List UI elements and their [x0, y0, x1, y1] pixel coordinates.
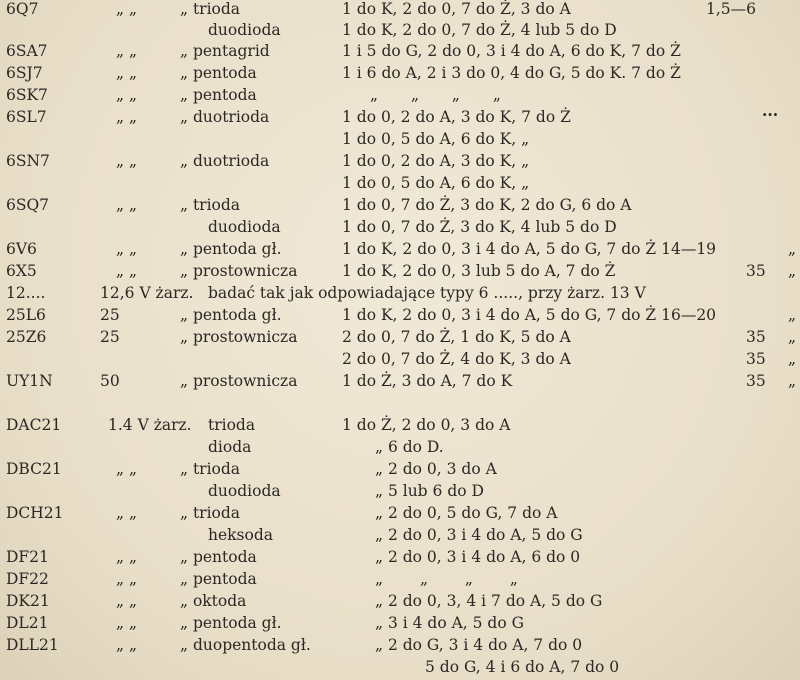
ditto-mark: „ „ [116, 570, 137, 588]
tube-type: 6SK7 [6, 86, 48, 104]
tube-function: dioda [208, 438, 252, 456]
table-row [0, 150, 800, 172]
table-row [0, 656, 800, 678]
tube-type: DF22 [6, 570, 49, 588]
ditto-mark: „ „ [116, 152, 137, 170]
tube-type: DCH21 [6, 504, 64, 522]
pin-connections: 1 do 0, 7 do Ż, 3 do K, 4 lub 5 do D [342, 218, 617, 236]
table-row [0, 414, 800, 436]
ditto-mark: „ „ [116, 240, 137, 258]
pin-connections: 1 do K, 2 do 0, 3 i 4 do A, 5 do G, 7 do Ż 16—20 [342, 306, 717, 324]
ditto-mark: „ „ [116, 504, 137, 522]
tube-type: 25L6 [6, 306, 46, 324]
tube-type: 6Q7 [6, 0, 39, 18]
test-value: 1,5—6 [706, 0, 757, 18]
table-row [0, 84, 800, 106]
table-row [0, 458, 800, 480]
pin-connections: „ 2 do 0, 3, 4 i 7 do A, 5 do G [375, 592, 603, 610]
table-row [0, 326, 800, 348]
tube-function: „ oktoda [180, 592, 247, 610]
table-row [0, 19, 800, 41]
heater-voltage: 25 [100, 328, 120, 346]
test-value: 35 [746, 350, 766, 368]
table-row [0, 436, 800, 458]
pin-connections: „ 2 do 0, 5 do G, 7 do A [375, 504, 558, 522]
pin-connections: 1 do 0, 2 do A, 3 do K, „ [342, 152, 530, 170]
ditto-mark: „ „ [116, 460, 137, 478]
heater-voltage: 50 [100, 372, 120, 390]
tube-function: „ prostownicza [180, 328, 298, 346]
table-row [0, 348, 800, 370]
pin-connections: 1 do 0, 5 do A, 6 do K, „ [342, 174, 530, 192]
pin-connections: 1 do 0, 2 do A, 3 do K, 7 do Ż [342, 108, 571, 126]
pin-connections: „ 2 do 0, 3 i 4 do A, 5 do G [375, 526, 583, 544]
tube-function: „ pentoda gł. [180, 240, 282, 258]
tube-function: „ trioda [180, 460, 241, 478]
ditto-mark: „ „ [116, 64, 137, 82]
ditto-mark: „ „ [116, 636, 137, 654]
tube-function: duodioda [208, 21, 281, 39]
tube-function: „ pentoda gł. [180, 614, 282, 632]
pin-connections: 1 do Ż, 3 do A, 7 do K [342, 372, 513, 390]
table-row [0, 634, 800, 656]
ditto-marks: „ „ „ „ [375, 570, 534, 588]
tube-type: 6SA7 [6, 42, 48, 60]
tube-function: „ trioda [180, 0, 241, 18]
tube-type: DF21 [6, 548, 49, 566]
table-row [0, 128, 800, 150]
tube-type: DBC21 [6, 460, 62, 478]
pin-connections: 1 do K, 2 do 0, 7 do Ż, 4 lub 5 do D [342, 21, 617, 39]
tube-function: „ pentoda [180, 64, 257, 82]
table-row [0, 260, 800, 282]
pin-connections: 1 do K, 2 do 0, 7 do Ż, 3 do A [342, 0, 571, 18]
ditto-marks: „ „ „ „ [370, 86, 515, 104]
ditto-mark: „ „ [116, 108, 137, 126]
tube-function: trioda [208, 416, 256, 434]
tube-function: „ pentoda gł. [180, 306, 282, 324]
table-row [0, 172, 800, 194]
tube-type: 25Z6 [6, 328, 47, 346]
pin-connections: „ 2 do 0, 3 i 4 do A, 6 do 0 [375, 548, 581, 566]
ditto-mark: „ „ [116, 262, 137, 280]
table-row [0, 502, 800, 524]
table-row [0, 524, 800, 546]
pin-connections: 1 i 5 do G, 2 do 0, 3 i 4 do A, 6 do K, 7 do Ż [342, 42, 681, 60]
tube-type: 6SN7 [6, 152, 50, 170]
ditto-mark: „ [788, 306, 797, 324]
tube-type: 6SL7 [6, 108, 47, 126]
tube-function: „ pentagrid [180, 42, 270, 60]
tube-function: „ duotrioda [180, 108, 270, 126]
table-row [0, 194, 800, 216]
tube-function: „ prostownicza [180, 372, 298, 390]
test-value: 35 [746, 262, 766, 280]
note-text: badać tak jak odpowiadające typy 6 ....., przy żarz. 13 V [208, 284, 646, 302]
pin-connections: „ 5 lub 6 do D [375, 482, 484, 500]
table-row [0, 568, 800, 590]
tube-function: „ duotrioda [180, 152, 270, 170]
margin-dots: ... [762, 101, 779, 120]
tube-type: 12.... [6, 284, 46, 302]
pin-connections: „ 6 do D. [375, 438, 444, 456]
tube-function: duodioda [208, 482, 281, 500]
ditto-mark: „ [788, 350, 797, 368]
table-row [0, 282, 800, 304]
ditto-mark: „ „ [116, 0, 137, 18]
pin-connections: 1 do 0, 5 do A, 6 do K, „ [342, 130, 530, 148]
table-row [0, 216, 800, 238]
pin-connections: 1 do Ż, 2 do 0, 3 do A [342, 416, 511, 434]
tube-type: DK21 [6, 592, 50, 610]
table-row [0, 370, 800, 392]
ditto-mark: „ [788, 372, 797, 390]
table-row [0, 62, 800, 84]
pin-connections: 1 do 0, 7 do Ż, 3 do K, 2 do G, 6 do A [342, 196, 632, 214]
tube-function: heksoda [208, 526, 273, 544]
tube-function: „ pentoda [180, 86, 257, 104]
tube-function: „ trioda [180, 504, 241, 522]
pin-connections: 2 do 0, 7 do Ż, 4 do K, 3 do A [342, 350, 571, 368]
heater-voltage: 1.4 V żarz. [108, 416, 192, 434]
tube-type: DL21 [6, 614, 49, 632]
pin-connections: „ 2 do G, 3 i 4 do A, 7 do 0 [375, 636, 583, 654]
table-row [0, 101, 800, 128]
pin-connections: 1 i 6 do A, 2 i 3 do 0, 4 do G, 5 do K. 7 do Ż [342, 64, 681, 82]
ditto-mark: „ „ [116, 614, 137, 632]
tube-function: „ trioda [180, 196, 241, 214]
pin-connections: „ 2 do 0, 3 do A [375, 460, 497, 478]
heater-voltage: 25 [100, 306, 120, 324]
tube-type: 6V6 [6, 240, 37, 258]
tube-function: duodioda [208, 218, 281, 236]
test-value: 35 [746, 328, 766, 346]
tube-function: „ duopentoda gł. [180, 636, 311, 654]
ditto-mark: „ [788, 240, 797, 258]
table-row [0, 590, 800, 612]
pin-connections: 1 do K, 2 do 0, 3 i 4 do A, 5 do G, 7 do Ż 14—19 [342, 240, 717, 258]
pin-connections: 5 do G, 4 i 6 do A, 7 do 0 [425, 658, 620, 676]
ditto-mark: „ „ [116, 196, 137, 214]
table-row [0, 612, 800, 634]
tube-type: 6SQ7 [6, 196, 50, 214]
ditto-mark: „ „ [116, 42, 137, 60]
tube-type: UY1N [6, 372, 53, 390]
pin-connections: „ 3 i 4 do A, 5 do G [375, 614, 524, 632]
tube-function: „ pentoda [180, 570, 257, 588]
table-row [0, 304, 800, 326]
ditto-mark: „ „ [116, 548, 137, 566]
tube-function: „ pentoda [180, 548, 257, 566]
pin-connections: 1 do K, 2 do 0, 3 lub 5 do A, 7 do Ż [342, 262, 616, 280]
table-row [0, 0, 800, 20]
tube-type: DLL21 [6, 636, 59, 654]
table-row [0, 480, 800, 502]
tube-type: 6SJ7 [6, 64, 43, 82]
table-row [0, 238, 800, 260]
ditto-mark: „ „ [116, 592, 137, 610]
pin-connections: 2 do 0, 7 do Ż, 1 do K, 5 do A [342, 328, 571, 346]
table-row [0, 40, 800, 62]
test-value: 35 [746, 372, 766, 390]
ditto-mark: „ [788, 262, 797, 280]
table-row [0, 546, 800, 568]
heater-voltage: 12,6 V żarz. [100, 284, 194, 302]
tube-type: 6X5 [6, 262, 37, 280]
ditto-mark: „ [788, 328, 797, 346]
tube-type: DAC21 [6, 416, 62, 434]
ditto-mark: „ „ [116, 86, 137, 104]
tube-function: „ prostownicza [180, 262, 298, 280]
